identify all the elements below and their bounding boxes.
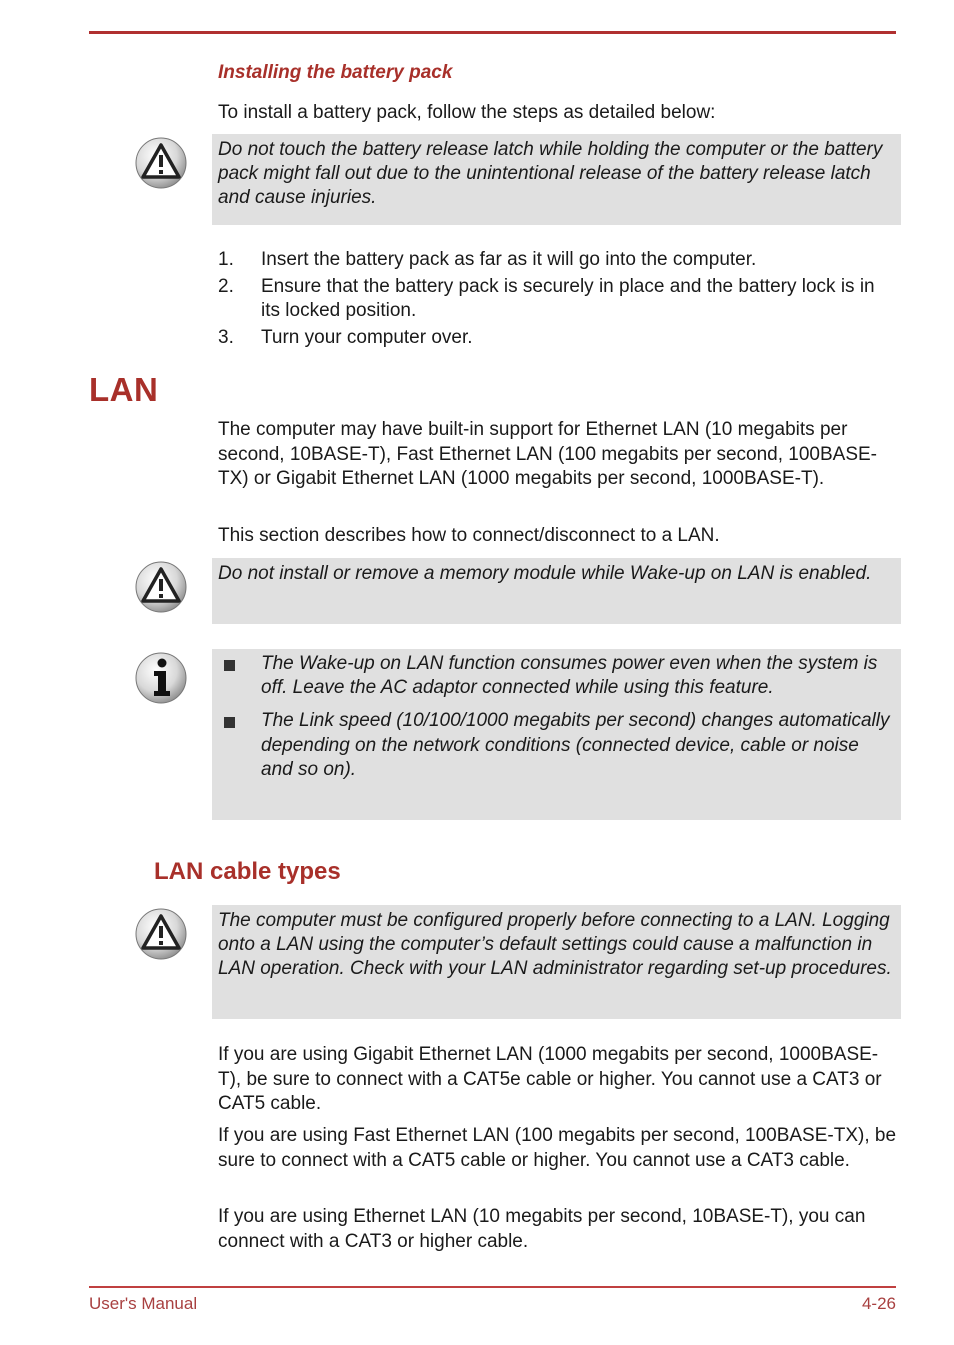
step-number: 1. bbox=[218, 249, 234, 270]
footer-rule bbox=[89, 1286, 896, 1288]
info-text: The Link speed (10/100/1000 megabits per second) changes automatically depending on the network conditions (connected device, cable or noise and so on). bbox=[261, 710, 890, 780]
battery-intro: To install a battery pack, follow the steps as detailed below: bbox=[218, 102, 716, 123]
step-number: 3. bbox=[218, 327, 234, 348]
lan-info-note bbox=[212, 649, 901, 820]
section-subheading: Installing the battery pack bbox=[218, 62, 453, 83]
step-text: Insert the battery pack as far as it will go into the computer. bbox=[261, 249, 757, 270]
battery-warning-note: Do not touch the battery release latch while holding the computer or the battery pack might fall out due to the unintentional release of the battery release latch and cause injuries. bbox=[212, 134, 901, 225]
info-list bbox=[218, 652, 895, 782]
step-text: Turn your computer over. bbox=[261, 327, 473, 348]
cable-warning-note: The computer must be configured properly before connecting to a LAN. Logging onto a LAN using the computer’s default settings could cause a malfunction in LAN operation. Check with your LAN administrator regarding set-up procedures. bbox=[212, 905, 901, 1019]
fast-ethernet-cable-paragraph: If you are using Fast Ethernet LAN (100 megabits per second, 100BASE-TX), be sure to connect with a CAT5 cable or higher. You cannot use a CAT3 cable. bbox=[218, 1125, 897, 1171]
info-text: The Wake-up on LAN function consumes power even when the system is off. Leave the AC adaptor connected while using this feature. bbox=[261, 653, 878, 699]
ethernet-cable-paragraph: If you are using Ethernet LAN (10 megabits per second, 10BASE-T), you can connect with a CAT3 or higher cable. bbox=[218, 1206, 866, 1252]
header-rule bbox=[89, 31, 896, 34]
lan-heading: LAN bbox=[89, 371, 159, 408]
step-text: Ensure that the battery pack is securely in place and the battery lock is in its locked position. bbox=[261, 276, 875, 321]
footer-title: User's Manual bbox=[89, 1294, 198, 1313]
lan-intro-paragraph: The computer may have built-in support for Ethernet LAN (10 megabits per second, 10BASE-T), Fast Ethernet LAN (100 megabits per second, 100BASE-TX) or Gigabit Ethernet LAN (1000 megabits per second, 1000BASE-T). bbox=[218, 419, 878, 489]
cable-types-heading: LAN cable types bbox=[154, 858, 341, 885]
battery-steps-list bbox=[218, 248, 898, 353]
warning-icon bbox=[134, 136, 188, 190]
list-item bbox=[218, 248, 898, 272]
list-item bbox=[218, 326, 898, 350]
gigabit-cable-paragraph: If you are using Gigabit Ethernet LAN (1000 megabits per second, 1000BASE-T), be sure to connect with a CAT5e cable or higher. You cannot use a CAT3 or CAT5 cable. bbox=[218, 1044, 882, 1114]
lan-warning-note: Do not install or remove a memory module while Wake-up on LAN is enabled. bbox=[212, 558, 901, 624]
info-icon bbox=[134, 651, 188, 705]
page-number: 4-26 bbox=[861, 1294, 896, 1313]
list-item bbox=[218, 275, 898, 323]
bullet-square-icon bbox=[224, 717, 235, 728]
list-item bbox=[218, 652, 895, 700]
warning-icon bbox=[134, 907, 188, 961]
warning-icon bbox=[134, 560, 188, 614]
bullet-square-icon bbox=[224, 660, 235, 671]
list-item bbox=[218, 709, 895, 782]
lan-section-description: This section describes how to connect/disconnect to a LAN. bbox=[218, 525, 720, 546]
step-number: 2. bbox=[218, 276, 234, 297]
